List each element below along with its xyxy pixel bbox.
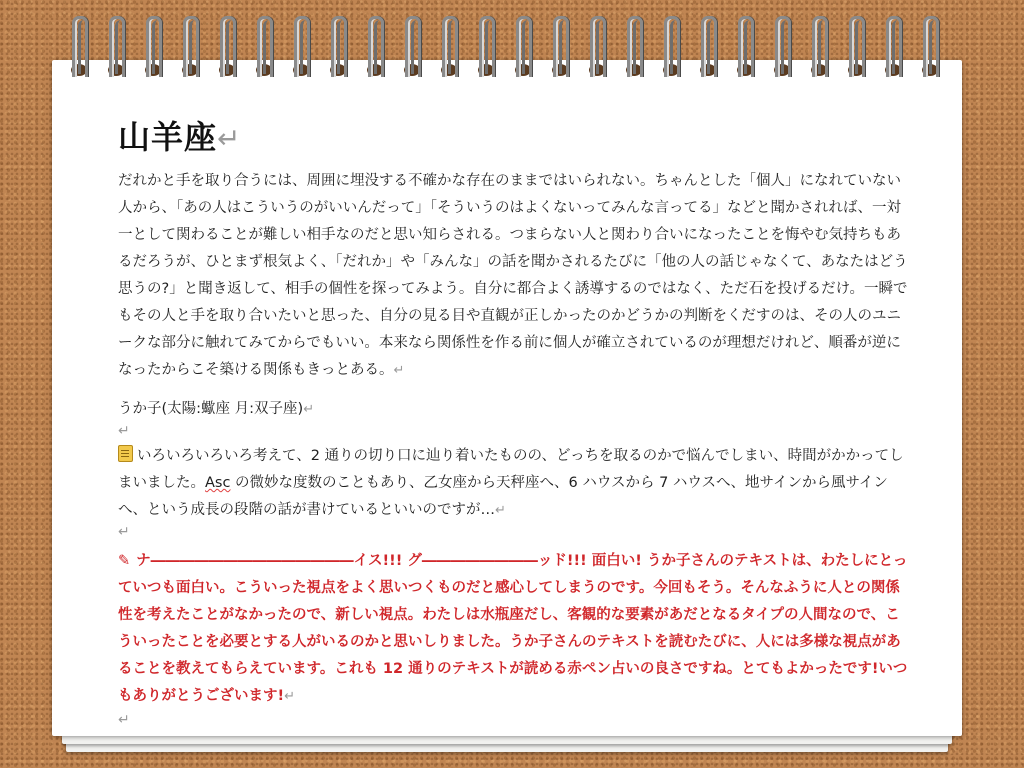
binding-ring: [512, 16, 534, 78]
pencil-icon: ✎: [118, 553, 131, 569]
binding-ring: [290, 16, 312, 78]
return-mark-icon: ↵: [303, 402, 315, 417]
spiral-binding: [0, 0, 1024, 90]
return-mark-icon: ↵: [118, 524, 130, 540]
return-mark-icon: ↵: [393, 363, 405, 378]
binding-ring: [253, 16, 275, 78]
binding-ring: [68, 16, 90, 78]
binding-ring: [808, 16, 830, 78]
binding-ring: [734, 16, 756, 78]
binding-ring: [475, 16, 497, 78]
binding-ring: [771, 16, 793, 78]
binding-ring: [401, 16, 423, 78]
binding-ring: [845, 16, 867, 78]
binding-ring: [364, 16, 386, 78]
binding-ring: [586, 16, 608, 78]
binding-ring: [882, 16, 904, 78]
spellcheck-word: Asc: [205, 475, 231, 491]
return-mark-icon: ↵: [217, 122, 242, 155]
binding-ring: [549, 16, 571, 78]
author-note: いろいろいろいろ考えて、2 通りの切り口に辿り着いたものの、どっちを取るのかで悩んでしまい、時間がかかってしまいました。Asc の微妙な度数のこともあり、乙女座から天秤座へ、6 ハウスから 7 ハウスへ、地サインから風サインへ、という成長の段階の話が書けているといいのですが…↵: [118, 443, 908, 524]
binding-ring: [142, 16, 164, 78]
return-mark-icon: ↵: [118, 712, 130, 728]
binding-ring: [327, 16, 349, 78]
return-mark-icon: ↵: [284, 689, 296, 704]
binding-ring: [179, 16, 201, 78]
return-mark-icon: ↵: [495, 503, 506, 518]
binding-ring: [623, 16, 645, 78]
binding-ring: [216, 16, 238, 78]
binding-ring: [438, 16, 460, 78]
return-mark-icon: ↵: [118, 423, 130, 439]
binding-ring: [697, 16, 719, 78]
binding-ring: [105, 16, 127, 78]
horoscope-paragraph: だれかと手を取り合うには、周囲に埋没する不確かな存在のままではいられない。ちゃんとした「個人」になれていない人から、「あの人はこういうのがいいんだって」「そういうのはよくないってみんな言ってる」などと聞かされれば、一対一として関わることが難しい相手なのだと思い知らされる。つまらない人と関わり合いになったことを悔やむ気持ちもあるだろうが、ひとまず根気よく、「だれか」や「みんな」の話を聞かされるたびに「他の人の話じゃなくて、あなたはどう思うの?」と聞き返して、相手の個性を探ってみよう。自分に都合よく誘導するのではなく、ただ石を投げるだけ。一瞬でもその人と手を取り合いたいと思った、自分の見る目や直観が正しかったのかどうかの判断をくだすのは、その人のユニークな部分に触れてみてからでもいい。本来なら関係性を作る前に個人が確立されているのが理想だけれど、順番が逆になったからこそ築ける関係もきっとある。↵: [118, 173, 908, 378]
binding-ring: [660, 16, 682, 78]
memo-icon: [118, 445, 133, 462]
binding-ring: [919, 16, 941, 78]
page-title: 山羊座↵: [118, 118, 242, 156]
editor-comment: ✎ ナ――――――――――――――イス!!! グ――――――――ッド!!! 面白い! うか子さんのテキストは、わたしにとっていつも面白い。こういった視点をよく思いつくものだと感心してしまうのです。今回もそう。そんなふうに人との関係性を考えたことがなかったので、新しい視点。わたしは水瓶座だし、客観的な要素があだとなるタイプの人間なので、こういったことを必要とする人がいるのかと思いしりました。うか子さんのテキストを読むたびに、人には多様な視点があることを教えてもらえています。これも 12 通りのテキストが読める赤ペン占いの良さですね。とてもよかったです!いつもありがとうございます!↵: [118, 553, 908, 704]
author-line: うか子(太陽:蠍座 月:双子座)↵: [118, 401, 315, 417]
